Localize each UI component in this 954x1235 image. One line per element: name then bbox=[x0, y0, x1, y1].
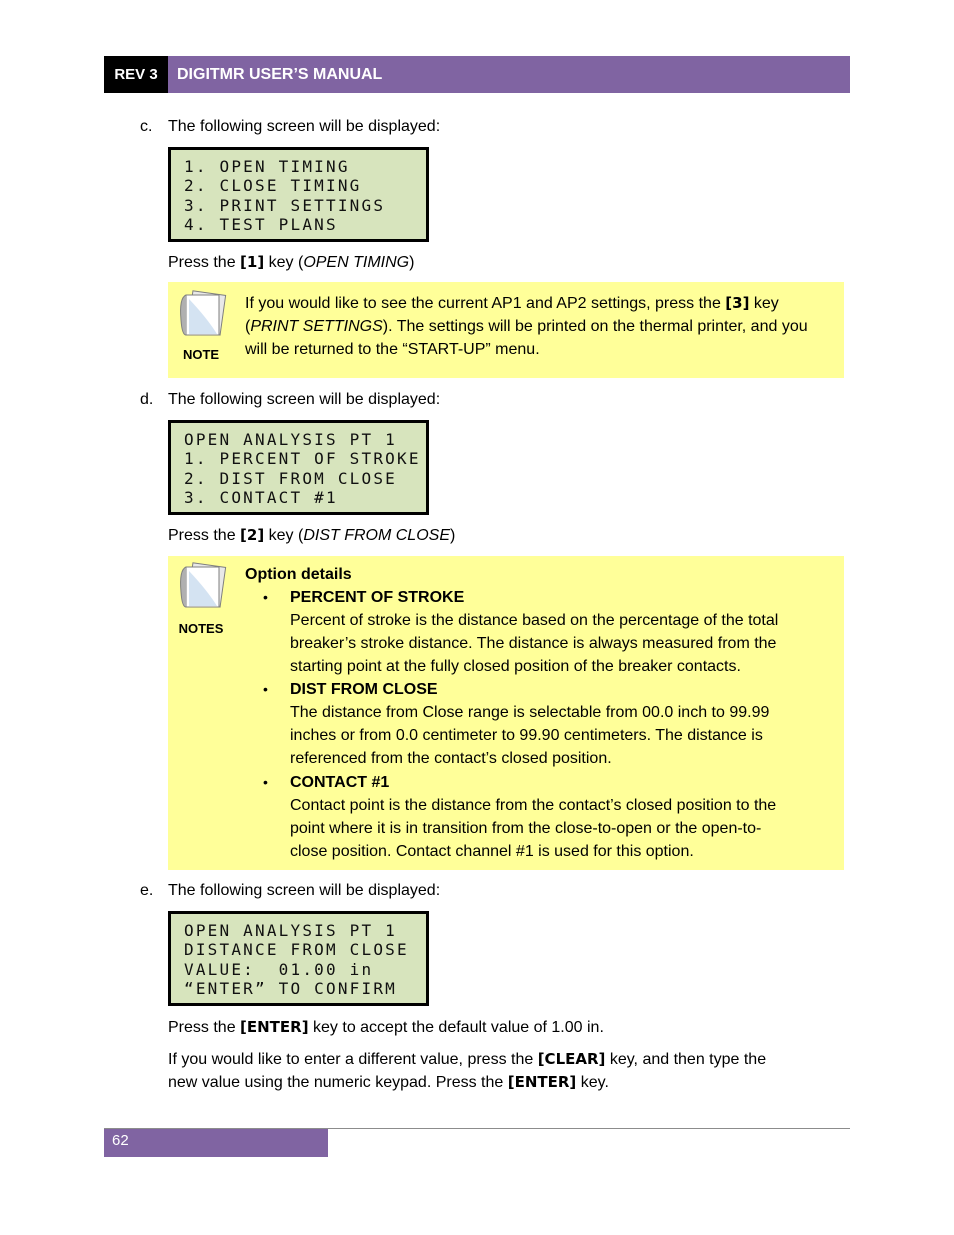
option-title: DIST FROM CLOSE bbox=[290, 681, 438, 698]
lcd-line: 3. PRINT SETTINGS bbox=[184, 196, 386, 215]
page-number: 62 bbox=[112, 1132, 129, 1149]
manual-title: DIGITMR USER’S MANUAL bbox=[177, 66, 383, 83]
key-label: [3] bbox=[725, 294, 750, 312]
lcd-line: 3. CONTACT #1 bbox=[184, 488, 338, 507]
lcd-line: OPEN ANALYSIS PT 1 bbox=[184, 921, 397, 940]
note-text-line: (PRINT SETTINGS). The settings will be printed on the thermal printer, and you bbox=[245, 318, 808, 335]
step-e-letter: e. bbox=[140, 882, 154, 899]
notes-heading: Option details bbox=[245, 566, 352, 583]
step-c-text: The following screen will be displayed: bbox=[168, 118, 441, 135]
press-instruction-1: Press the [1] key (OPEN TIMING) bbox=[168, 253, 415, 271]
key-label: [ENTER] bbox=[240, 1018, 309, 1036]
lcd-screen-main-menu bbox=[168, 147, 429, 242]
note-text-line: will be returned to the “START-UP” menu. bbox=[245, 341, 540, 358]
notes-box bbox=[168, 556, 844, 870]
press-instruction-2: Press the [2] key (DIST FROM CLOSE) bbox=[168, 526, 456, 544]
lcd-line: 1. PERCENT OF STROKE bbox=[184, 449, 421, 468]
bullet: • bbox=[263, 589, 268, 605]
key-label: [CLEAR] bbox=[537, 1050, 606, 1068]
lcd-line: 2. DIST FROM CLOSE bbox=[184, 469, 397, 488]
key-label: [ENTER] bbox=[507, 1073, 577, 1091]
lcd-line: 4. TEST PLANS bbox=[184, 215, 338, 234]
step-d-text: The following screen will be displayed: bbox=[168, 391, 441, 408]
lcd-screen-open-analysis bbox=[168, 420, 429, 515]
step-d-letter: d. bbox=[140, 391, 154, 408]
lcd-line: OPEN ANALYSIS PT 1 bbox=[184, 430, 397, 449]
page-header bbox=[104, 56, 850, 93]
press-instruction-3: Press the [ENTER] key to accept the default value of 1.00 in. bbox=[168, 1018, 604, 1036]
key-label: [2] bbox=[240, 526, 265, 544]
option-description: Contact point is the distance from the contact’s closed position to the point where it is in transition from the close-to-open or the open-to- close position. Contact channel #1 is used for this option. bbox=[290, 797, 777, 860]
key-label: [1] bbox=[240, 253, 265, 271]
option-description: Percent of stroke is the distance based on the percentage of the total breaker’s stroke distance. The distance is always measured from the starting point at the fully closed position of the breaker contacts. bbox=[290, 612, 779, 675]
lcd-line: “ENTER” TO CONFIRM bbox=[184, 979, 397, 998]
option-title: PERCENT OF STROKE bbox=[290, 589, 465, 606]
option-description: The distance from Close range is selectable from 00.0 inch to 99.99 inches or from 0.0 centimeter to 99.90 centimeters. The distance is referenced from the contact’s closed position. bbox=[290, 704, 770, 767]
lcd-screen-distance-value bbox=[168, 911, 429, 1006]
bullet: • bbox=[263, 681, 268, 697]
step-e-text: The following screen will be displayed: bbox=[168, 882, 441, 899]
note-box bbox=[168, 282, 844, 378]
note-text-line: If you would like to see the current AP1 and AP2 settings, press the [3] key bbox=[245, 294, 779, 312]
lcd-line: DISTANCE FROM CLOSE bbox=[184, 940, 409, 959]
step-c-letter: c. bbox=[140, 118, 153, 135]
notepad-icon bbox=[177, 562, 229, 612]
option-title: CONTACT #1 bbox=[290, 774, 390, 791]
notepad-icon bbox=[177, 290, 229, 340]
note-label: NOTE bbox=[182, 347, 220, 362]
page-footer bbox=[104, 1129, 328, 1157]
lcd-line: 1. OPEN TIMING bbox=[184, 157, 350, 176]
lcd-line: VALUE: 01.00 in bbox=[184, 960, 374, 979]
lcd-line: 2. CLOSE TIMING bbox=[184, 176, 362, 195]
notes-label: NOTES bbox=[178, 621, 224, 636]
revision-label: REV 3 bbox=[104, 56, 168, 93]
final-instruction-line: If you would like to enter a different value, press the [CLEAR] key, and then type the bbox=[168, 1050, 767, 1068]
bullet: • bbox=[263, 774, 268, 790]
final-instruction-line: new value using the numeric keypad. Press the [ENTER] key. bbox=[168, 1073, 609, 1091]
